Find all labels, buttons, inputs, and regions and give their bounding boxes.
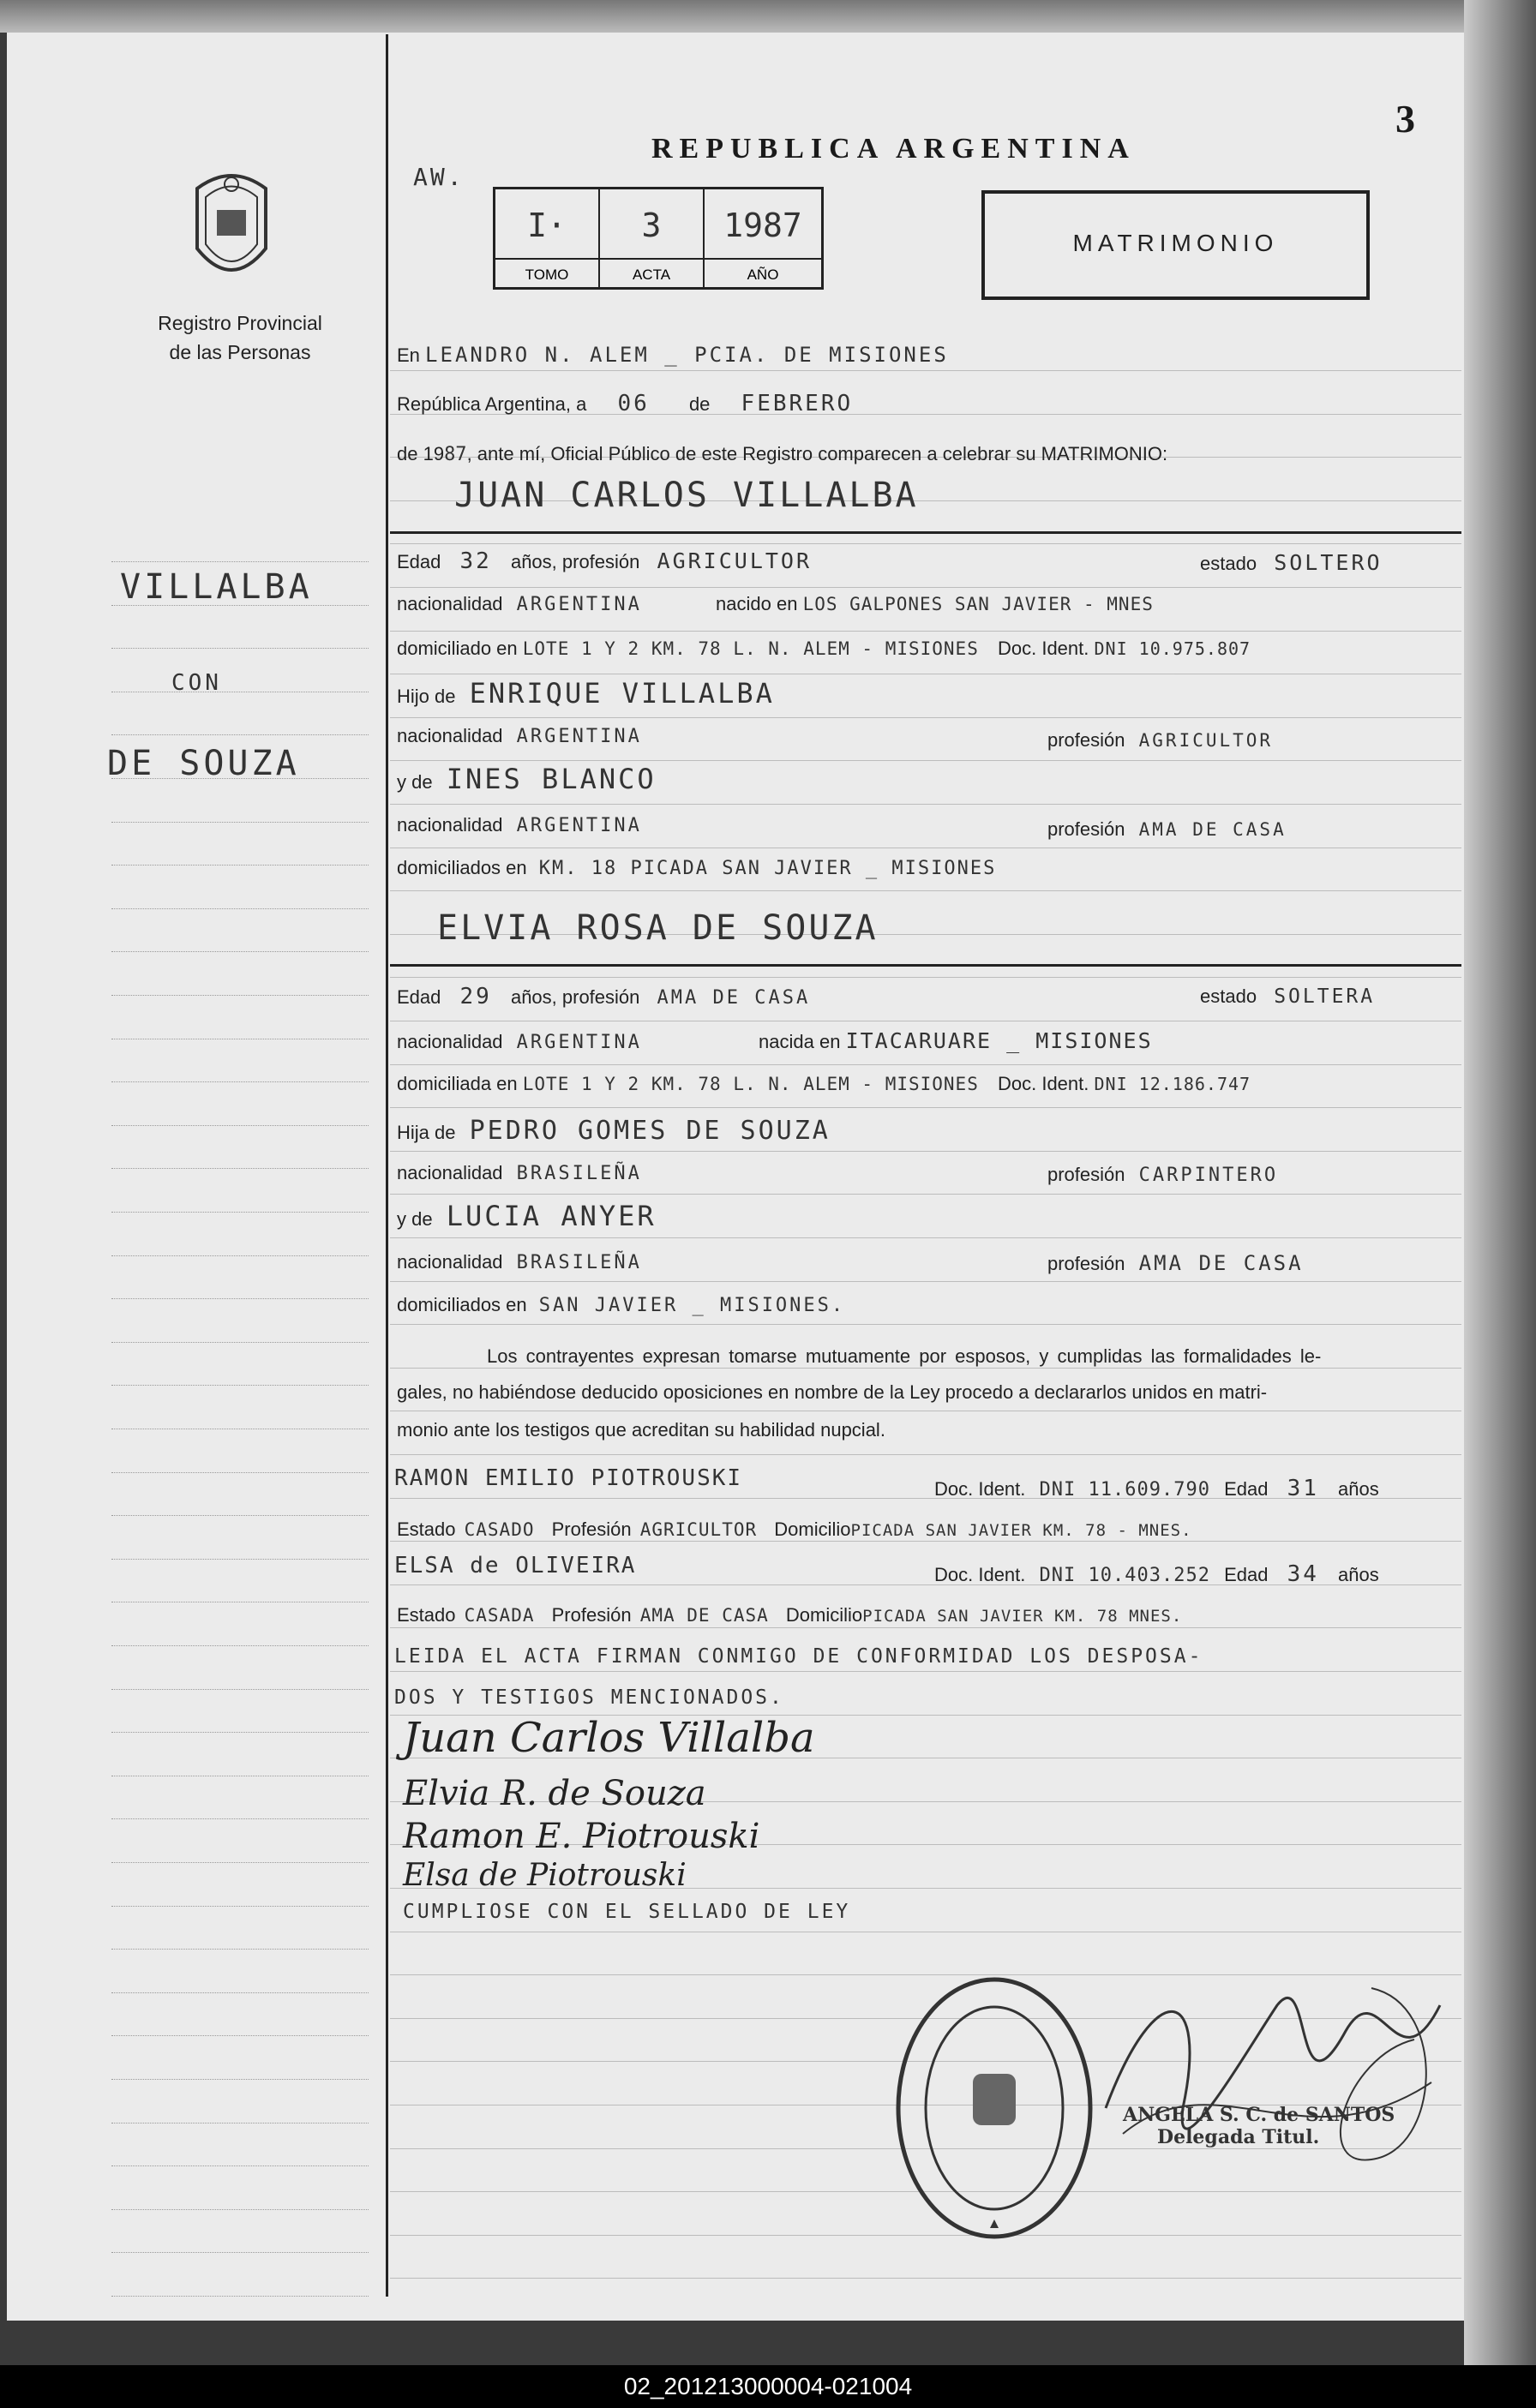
margin-ruled-line [111, 1212, 369, 1213]
signature-witness2: Elsa de Piotrouski [403, 1858, 687, 1893]
ruled-line [390, 1281, 1461, 1282]
year-suffix: 87 [444, 444, 467, 465]
prof-label: Profesión [551, 1518, 632, 1540]
nac-label: nacionalidad [397, 725, 503, 746]
section-separator [390, 531, 1461, 534]
witness2-domicilio: PICADA SAN JAVIER KM. 78 MNES. [862, 1607, 1183, 1626]
registry-name [120, 308, 360, 367]
margin-ruled-line [111, 865, 369, 866]
doc-label: Doc. Ident. [934, 1564, 1026, 1585]
groom-dom-row [397, 638, 1251, 660]
groom-edad: 32 [459, 548, 492, 574]
witness1-doc: DNI 11.609.790 [1039, 1479, 1210, 1501]
doms-label: domiciliados en [397, 857, 527, 878]
bride-nacida: ITACARUARE _ MISIONES [845, 1028, 1153, 1053]
ruled-line [390, 543, 1461, 544]
dom-label: domiciliado en [397, 638, 518, 659]
ruled-line [390, 1627, 1461, 1628]
margin-bride-surname: DE SOUZA [107, 744, 300, 783]
ruled-line [390, 1454, 1461, 1455]
groom-nac-row [397, 593, 1154, 615]
margin-ruled-line [111, 1429, 369, 1430]
witness1-doc-row [934, 1476, 1379, 1501]
margin-ruled-line [111, 1255, 369, 1257]
day-value: 06 [617, 391, 650, 416]
tomo-cell [495, 189, 600, 287]
witness2-name: ELSA de OLIVEIRA [394, 1553, 637, 1578]
nac-label: nacionalidad [397, 1251, 503, 1273]
officer-title: Delegada Titul. [1157, 2126, 1320, 2148]
margin-ruled-line [111, 734, 369, 736]
bride-domicilio: LOTE 1 Y 2 KM. 78 L. N. ALEM - MISIONES [522, 1074, 979, 1094]
groom-mother-nac-row [397, 814, 642, 836]
margin-ruled-line [111, 1125, 369, 1127]
prof-label: Profesión [551, 1604, 632, 1626]
groom-domicilio: LOTE 1 Y 2 KM. 78 L. N. ALEM - MISIONES [522, 638, 979, 659]
nac-label: nacionalidad [397, 1162, 503, 1183]
nac-label: nacionalidad [397, 814, 503, 836]
witness1-estado: CASADO [464, 1519, 535, 1540]
intro-line3 [397, 443, 1167, 465]
groom-father-prof: AGRICULTOR [1138, 730, 1274, 751]
section-separator [390, 964, 1461, 967]
ruled-line [390, 1064, 1461, 1065]
estado-label: estado [1200, 553, 1257, 574]
margin-ruled-line [111, 2252, 369, 2254]
margin-ruled-line [111, 1081, 369, 1083]
prof-label: profesión [1047, 729, 1125, 751]
witness2-doc: DNI 10.403.252 [1039, 1565, 1210, 1586]
bride-profesion: AMA DE CASA [657, 987, 811, 1009]
bride-parents-dom: SAN JAVIER _ MISIONES. [538, 1295, 846, 1316]
bride-mother-nac: BRASILEÑA [516, 1252, 642, 1273]
groom-doc: DNI 10.975.807 [1094, 638, 1251, 659]
declaration-line2: gales, no habiéndose deducido oposiciones en nombre de la Ley procedo a declararlos unidos en matri- [397, 1381, 1268, 1403]
witness1-edad: 31 [1287, 1476, 1319, 1501]
ruled-line [390, 1237, 1461, 1238]
annotation-aw: AW. [413, 163, 465, 191]
officer-name: ANGELA S. C. de SANTOS [1123, 2104, 1395, 2126]
yde-label: y de [397, 771, 433, 793]
bride-estado-row [1200, 985, 1375, 1008]
ruled-line [390, 1368, 1461, 1369]
hija-label: Hija de [397, 1122, 456, 1143]
witness1-name: RAMON EMILIO PIOTROUSKI [394, 1465, 743, 1491]
witness2-estado: CASADA [464, 1605, 535, 1626]
edad-label: Edad [397, 551, 441, 572]
ruled-line [390, 1324, 1461, 1325]
groom-mother: INES BLANCO [446, 763, 657, 795]
ruled-line [390, 1151, 1461, 1152]
nac-label: nacionalidad [397, 1031, 503, 1052]
bride-mother-prof: AMA DE CASA [1138, 1251, 1304, 1275]
bride-edad-row [397, 984, 810, 1009]
witness1-domicilio: PICADA SAN JAVIER KM. 78 - MNES. [850, 1521, 1192, 1540]
signature-witness1: Ramon E. Piotrouski [403, 1817, 760, 1856]
page-number: 3 [1395, 97, 1415, 141]
witness2-estado-row [397, 1604, 1182, 1626]
groom-father-row [397, 677, 775, 710]
margin-ruled-line [111, 2035, 369, 2037]
witness2-edad: 34 [1287, 1561, 1319, 1587]
groom-father-nac: ARGENTINA [516, 726, 642, 747]
margin-ruled-line [111, 1645, 369, 1647]
ruled-line [390, 804, 1461, 805]
margin-ruled-line [111, 605, 369, 607]
margin-ruled-line [111, 1472, 369, 1474]
groom-mother-row [397, 763, 657, 795]
image-id-footer: 02_201213000004-021004 [0, 2365, 1536, 2408]
margin-ruled-line [111, 2123, 369, 2124]
bride-father-nac-row [397, 1162, 642, 1184]
intro-line2 [397, 391, 853, 416]
nac-label: nacionalidad [397, 593, 503, 614]
doms-label: domiciliados en [397, 1294, 527, 1315]
margin-ruled-line [111, 1385, 369, 1387]
witness2-doc-row [934, 1561, 1379, 1587]
provincial-seal-icon [184, 163, 279, 291]
margin-ruled-line [111, 561, 369, 563]
edad-label: Edad [1224, 1478, 1269, 1500]
hijo-label: Hijo de [397, 686, 456, 707]
doc-label: Doc. Ident. [997, 1073, 1089, 1094]
margin-ruled-line [111, 1906, 369, 1908]
margin-ruled-line [111, 648, 369, 650]
bride-edad: 29 [459, 984, 492, 1009]
bride-father-prof-row [1047, 1164, 1278, 1186]
groom-estado: SOLTERO [1274, 550, 1383, 575]
margin-groom-surname: VILLALBA [120, 567, 313, 607]
margin-ruled-line [111, 1732, 369, 1734]
bride-parents-dom-row [397, 1294, 845, 1316]
bride-mother: LUCIA ANYER [446, 1200, 657, 1232]
closing-line2: DOS Y TESTIGOS MENCIONADOS. [394, 1686, 784, 1709]
de-label: de [688, 393, 711, 415]
prof-label: profesión [1047, 818, 1125, 840]
anos-label: años [1338, 1478, 1379, 1500]
acta-value: 3 [641, 207, 662, 244]
prof-label: profesión [1047, 1164, 1125, 1185]
margin-ruled-line [111, 1342, 369, 1344]
margin-ruled-line [111, 1559, 369, 1560]
margin-ruled-line [111, 1602, 369, 1603]
edad-label: Edad [397, 986, 441, 1008]
bride-dom-row [397, 1073, 1251, 1095]
bride-name: ELVIA ROSA DE SOUZA [437, 908, 879, 948]
bride-nacionalidad: ARGENTINA [516, 1032, 642, 1053]
ruled-line [390, 760, 1461, 761]
margin-ruled-line [111, 995, 369, 997]
ruled-line [390, 2278, 1461, 2279]
bride-father-nac: BRASILEÑA [516, 1163, 642, 1184]
sellado-note: CUMPLIOSE CON EL SELLADO DE LEY [403, 1901, 851, 1923]
registry-line2: de las Personas [169, 341, 311, 363]
margin-ruled-line [111, 1862, 369, 1864]
margin-divider [386, 34, 388, 2297]
margin-ruled-line [111, 1818, 369, 1820]
record-type: MATRIMONIO [1072, 230, 1279, 256]
bride-father-prof: CARPINTERO [1138, 1165, 1279, 1186]
declaration-line3: monio ante los testigos que acreditan su habilidad nupcial. [397, 1419, 885, 1441]
groom-name: JUAN CARLOS VILLALBA [454, 476, 919, 515]
margin-ruled-line [111, 2296, 369, 2297]
margin-ruled-line [111, 951, 369, 953]
page-title: REPUBLICA ARGENTINA [651, 133, 1136, 165]
intro-line1 [397, 343, 949, 367]
tomo-label: TOMO [525, 267, 569, 283]
margin-ruled-line [111, 778, 369, 780]
ruled-line [390, 977, 1461, 978]
intro-statement: , ante mí, Oficial Público de este Registro comparecen a celebrar su MATRIMONIO: [466, 443, 1168, 464]
yde-label: y de [397, 1208, 433, 1230]
witness2-profesion: AMA DE CASA [639, 1605, 769, 1626]
nacido-label: nacido en [716, 593, 798, 614]
groom-mother-prof-row [1047, 818, 1287, 841]
acta-cell [600, 189, 705, 287]
groom-edad-row [397, 548, 812, 574]
witness1-estado-row [397, 1518, 1192, 1541]
doc-label: Doc. Ident. [934, 1478, 1026, 1500]
tomo-value: I· [527, 207, 567, 244]
dom-label: Domicilio [774, 1518, 851, 1540]
margin-ruled-line [111, 1992, 369, 1994]
nacida-label: nacida en [759, 1031, 841, 1052]
ruled-line [390, 890, 1461, 891]
groom-father: ENRIQUE VILLALBA [469, 677, 775, 710]
edad-label: Edad [1224, 1564, 1269, 1585]
bride-estado: SOLTERA [1274, 985, 1376, 1008]
ruled-line [390, 717, 1461, 718]
bride-father-row [397, 1116, 831, 1146]
groom-estado-row [1200, 550, 1383, 575]
book-edge [1464, 0, 1536, 2365]
groom-parents-dom: KM. 18 PICADA SAN JAVIER _ MISIONES [538, 858, 997, 879]
page-top-shadow [0, 0, 1536, 33]
official-stamp-icon [891, 1971, 1097, 2245]
month-value: FEBRERO [741, 391, 854, 416]
doc-label: Doc. Ident. [997, 638, 1089, 659]
anio-value: 1987 [723, 207, 802, 244]
margin-con: CON [171, 670, 222, 696]
margin-ruled-line [111, 1515, 369, 1517]
anio-cell [705, 189, 821, 287]
margin-ruled-line [111, 908, 369, 910]
registry-line1: Registro Provincial [158, 312, 322, 334]
margin-ruled-line [111, 1776, 369, 1777]
bride-father: PEDRO GOMES DE SOUZA [469, 1116, 831, 1146]
prof-label: profesión [1047, 1253, 1125, 1274]
ruled-line [390, 631, 1461, 632]
bride-mother-nac-row [397, 1251, 642, 1273]
estado-label: estado [1200, 985, 1257, 1007]
anos-prof-label: años, profesión [510, 551, 640, 572]
ruled-line [390, 1107, 1461, 1108]
estado-label: Estado [397, 1518, 456, 1540]
margin-ruled-line [111, 1689, 369, 1691]
place-value: LEANDRO N. ALEM _ PCIA. DE MISIONES [425, 343, 949, 367]
record-type-box [981, 190, 1370, 300]
bride-mother-prof-row [1047, 1251, 1304, 1275]
margin-ruled-line [111, 2165, 369, 2167]
bride-nac-row [397, 1028, 1153, 1053]
anos-label: años [1338, 1564, 1379, 1585]
margin-ruled-line [111, 1298, 369, 1300]
margin-ruled-line [111, 2209, 369, 2211]
closing-line1: LEIDA EL ACTA FIRMAN CONMIGO DE CONFORMIDAD LOS DESPOSA- [394, 1645, 1203, 1668]
bride-mother-row [397, 1200, 657, 1232]
en-label: En [397, 344, 420, 366]
margin-ruled-line [111, 2079, 369, 2081]
groom-nacionalidad: ARGENTINA [516, 594, 642, 615]
dom-label: Domicilio [785, 1604, 863, 1626]
margin-ruled-line [111, 1949, 369, 1950]
anio-label: AÑO [747, 267, 779, 283]
rep-label: República Argentina, a [397, 393, 587, 415]
year-label: de 19 [397, 443, 445, 464]
margin-ruled-line [111, 692, 369, 693]
groom-mother-prof: AMA DE CASA [1138, 819, 1287, 840]
ruled-line [390, 587, 1461, 588]
dom-label: domiciliada en [397, 1073, 518, 1094]
groom-father-prof-row [1047, 729, 1273, 752]
signature-bride: Elvia R. de Souza [403, 1774, 706, 1813]
anos-prof-label: años, profesión [510, 986, 640, 1008]
ruled-line [390, 370, 1461, 371]
margin-ruled-line [111, 822, 369, 824]
margin-ruled-line [111, 1168, 369, 1170]
groom-profesion: AGRICULTOR [657, 548, 813, 573]
ruled-line [390, 1671, 1461, 1672]
bride-doc: DNI 12.186.747 [1094, 1074, 1251, 1094]
tomo-acta-anio-box [493, 187, 824, 290]
groom-nacido: LOS GALPONES SAN JAVIER - MNES [802, 594, 1154, 614]
groom-mother-nac: ARGENTINA [516, 815, 642, 836]
signature-groom: Juan Carlos Villalba [403, 1714, 815, 1762]
witness1-profesion: AGRICULTOR [639, 1519, 758, 1540]
groom-father-nac-row [397, 725, 642, 747]
declaration-line1: Los contrayentes expresan tomarse mutuamente por esposos, y cumplidas las formalidades le- [487, 1345, 1322, 1367]
estado-label: Estado [397, 1604, 456, 1626]
registrar-signature-icon [1089, 1954, 1457, 2211]
ruled-line [390, 1541, 1461, 1542]
ruled-line [390, 1194, 1461, 1195]
officer-stamp [1123, 2104, 1395, 2148]
margin-ruled-line [111, 1039, 369, 1040]
acta-label: ACTA [632, 267, 671, 283]
groom-parents-dom-row [397, 857, 996, 879]
